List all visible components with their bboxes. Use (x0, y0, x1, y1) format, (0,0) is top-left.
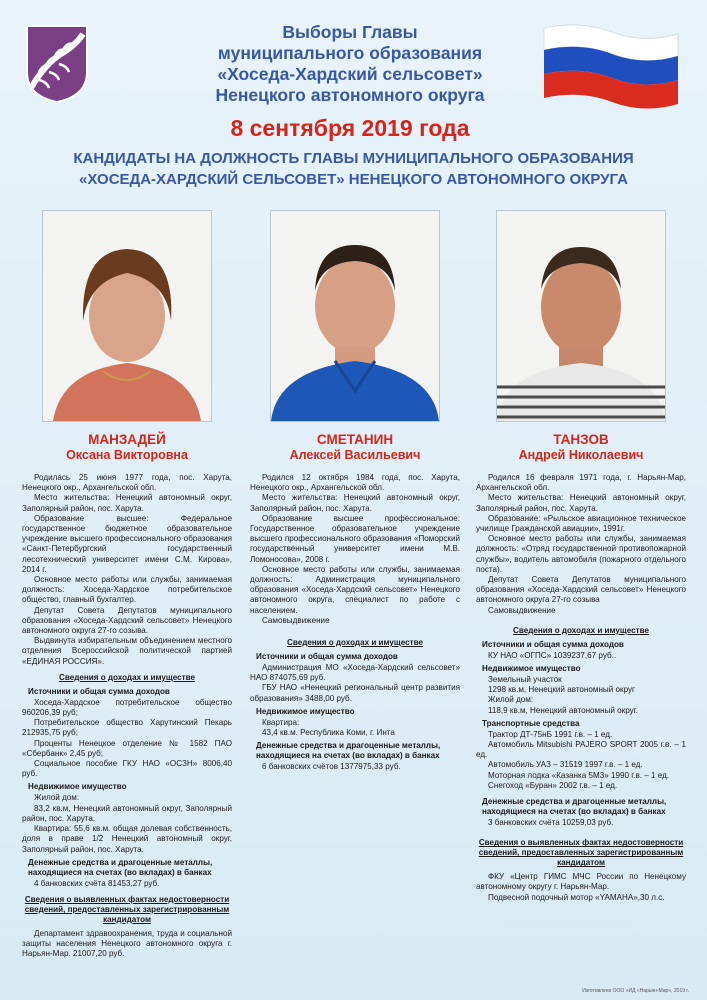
bio-paragraph: Родилась 25 июня 1977 года, пос. Харута, Ненецкого окр., Архангельской обл. (22, 473, 232, 493)
section-heading-facts: Сведения о выявленных фактах недостоверности сведений, предоставленных зарегистрированным кандидатом (478, 838, 684, 868)
candidates-title-line-2: «ХОСЕДА-ХАРДСКИЙ СЕЛЬСОВЕТ» НЕНЕЦКОГО АВТОНОМНОГО ОКРУГА (79, 171, 628, 188)
subheading: Денежные средства и драгоценные металлы, находящиеся на счетах (во вкладах) в банках (256, 741, 441, 761)
facts-item: Департамент здравоохранения, труда и социальной защиты населения Ненецкого автономного округа г. Нарьян-Мар. 21007,20 руб. (22, 928, 232, 959)
bio-paragraph: Основное место работы или службы, занимаемая должность: Хоседа-Хардское потребительское общество, главный бухгалтер. (22, 575, 232, 605)
section-heading-facts: Сведения о выявленных фактах недостоверности сведений, предоставленных зарегистрированным кандидатом (24, 894, 230, 924)
bio-paragraph: Место жительства: Ненецкий автономный округ, Заполярный район, пос. Харута. (476, 493, 686, 513)
subheading: Источники и общая сумма доходов (256, 652, 398, 662)
section-heading-income: Сведения о доходах и имуществе (513, 625, 649, 635)
subheading: Источники и общая сумма доходов (28, 686, 170, 696)
bio-paragraph: Родился 12 октября 1984 года, пос. Харута, Ненецкого окр., Архангельской обл. (250, 473, 460, 493)
property-item: 1298 кв.м, Ненецкий автономный округ (488, 685, 635, 695)
bio-paragraph: Самовыдвижение (488, 605, 556, 615)
candidate-surname: МАНЗАДЕЙ (88, 432, 166, 447)
income-item: Потребительское общество Харутинский Пекарь 212935,75 руб; (22, 718, 232, 738)
bio-paragraph: Выдвинута избирательным объединением местного отделения Всероссийской политической партией «ЕДИНАЯ РОССИЯ». (22, 636, 232, 666)
subheading: Недвижимое имущество (28, 782, 127, 792)
bio-paragraph: Образование высшее: Федеральное государственное бюджетное образовательное учреждение высшего профессионального образования «Санкт-Петербургский государственный лесотехнический университет имени С.М. Кирова», 2014 г. (22, 513, 232, 574)
header-line-4: Ненецкого автономного округа (215, 85, 485, 105)
candidate-photo (270, 210, 440, 422)
header-line-1: Выборы Главы (282, 22, 418, 42)
section-heading-income: Сведения о доходах и имуществе (287, 638, 423, 648)
transport-item: Автомобиль УАЗ – 31519 1997 г.в. – 1 ед. (488, 760, 643, 770)
property-item: 43,4 кв.м. Республика Коми, г. Инта (262, 728, 395, 738)
money-item: 6 банковских счётов 1377975,33 руб. (262, 762, 401, 772)
russian-flag-icon (540, 24, 682, 110)
subheading: Недвижимое имущество (256, 706, 355, 716)
subheading: Недвижимое имущество (482, 664, 581, 674)
income-item: Хоседа-Хардское потребительское общество 960206,39 руб; (22, 697, 232, 718)
income-item: Администрация МО «Хоседа-Хардский сельсовет» НАО 874075,69 руб. (250, 663, 460, 683)
subheading: Транспортные средства (482, 718, 580, 728)
bio-paragraph: Основное место работы или службы, занимаемая должность: Администрация муниципального образования «Хоседа-Хардский сельсовет» Ненецкого автономного округа, специалист по работе с населением. (250, 564, 460, 615)
subheading: Денежные средства и драгоценные металлы, находящиеся на счетах (во вкладах) в банках (28, 857, 213, 877)
transport-item: Трактор ДТ-75нБ 1991 г.в. – 1 ед. (488, 729, 613, 739)
income-item: Проценты Ненецкое отделение № 1582 ПАО «Сбербанк» 2,45 руб; (22, 738, 232, 758)
property-item: Квартира: 55,6 кв.м. общая долевая собственность, доля в праве 1/2 Ненецкий автономный округ, Заполярный район, пос. Харута. (22, 824, 232, 854)
bio-paragraph: Самовыдвижение (262, 615, 330, 625)
bio-paragraph: Депутат Совета Депутатов муниципального образования «Хоседа-Хардский сельсовет» Ненецкого автономного округа 27-го созыва (476, 575, 686, 605)
subheading: Денежные средства и драгоценные металлы, находящиеся на счетах (во вкладах) в банках (482, 797, 667, 817)
bio-paragraph: Родился 16 февраля 1971 года, г. Нарьян-Мар, Архангельской обл. (476, 473, 686, 493)
candidate-photo (496, 210, 666, 422)
bio-paragraph: Образование: «Рыльское авиационное техническое училище Гражданской авиации», 1991г. (476, 513, 686, 534)
candidate-surname: СМЕТАНИН (316, 432, 394, 447)
header-line-2: муниципального образования (217, 43, 483, 63)
facts-item: Подвесной подочный мотор «YAMAHA»,30 л.с. (488, 892, 665, 902)
candidate-column-2 (250, 210, 460, 772)
printer-imprint: Изготовлено ООО «ИД «Нарьян-Мар», 2019 г. (582, 988, 689, 994)
income-item: ГБУ НАО «Ненецкий региональный центр развития образования» 3488,00 руб. (250, 683, 460, 703)
subheading: Источники и общая сумма доходов (482, 639, 624, 649)
facts-item: ФКУ «Центр ГИМС МЧС России по Ненецкому автономному округу г. Нарьян-Мар. (476, 872, 686, 892)
money-item: 3 банковских счёта 10259,03 руб. (488, 818, 614, 828)
section-heading-income: Сведения о доходах и имуществе (59, 672, 195, 682)
bio-paragraph: Депутат Совета Депутатов муниципального образования «Хоседа-Хардский сельсовет» Ненецкого автономного округа 27-го созыва. (22, 605, 232, 636)
candidates-title-line-1: КАНДИДАТЫ НА ДОЛЖНОСТЬ ГЛАВЫ МУНИЦИПАЛЬНОГО ОБРАЗОВАНИЯ (73, 150, 634, 167)
candidate-surname: ТАНЗОВ (553, 432, 609, 447)
transport-item: Снегоход «Буран» 2002 г.в. – 1 ед. (488, 780, 618, 790)
property-item: 83,2 кв.м, Ненецкий автономный округ, Заполярный район, пос. Харута. (22, 803, 232, 823)
election-date: 8 сентября 2019 года (230, 115, 470, 141)
bio-paragraph: Место жительства: Ненецкий автономный округ, Заполярный район, пос. Харута. (22, 493, 232, 513)
transport-item: Автомобиль Mitsubishi PAJERO SPORT 2005 г.в. – 1 ед. (476, 740, 686, 760)
candidate-given-names: Оксана Викторовна (66, 448, 188, 462)
bio-paragraph: Место жительства: Ненецкий автономный округ, Заполярный район, пос. Харута. (250, 493, 460, 513)
property-item: Жилой дом: (34, 793, 80, 803)
property-item: Жилой дом: (488, 695, 534, 705)
income-item: Социальное пособие ГКУ НАО «ОСЗН» 8006,40 руб. (22, 759, 232, 779)
candidate-given-names: Алексей Васильевич (289, 448, 421, 462)
coat-of-arms-emblem (25, 24, 89, 104)
candidate-column-3 (476, 210, 686, 903)
candidate-photo (42, 210, 212, 422)
header-line-3: «Хоседа-Хардский сельсовет» (217, 64, 483, 84)
bio-paragraph: Основное место работы или службы, занимаемая должность: «Отряд государственной противопожарной службы», водитель автомобиля (пожарного отдельного поста). (476, 534, 686, 574)
candidate-given-names: Андрей Николаевич (518, 448, 644, 462)
bio-paragraph: Образование высшее профессиональное: Государственное образовательное учреждение высшего профессионального образования «Поморский государственный университет имени М.В. Ломоносова», 2008 г. (250, 513, 460, 564)
income-item: КУ НАО «ОГПС» 1039237,67 руб.. (488, 650, 617, 660)
property-item: Квартира: (262, 717, 300, 727)
money-item: 4 банковских счёта 81453,27 руб. (34, 878, 160, 888)
property-item: 118,9 кв.м, Ненецкий автономный округ. (488, 705, 638, 715)
candidate-column-1 (22, 210, 232, 960)
property-item: Земельный участок (488, 675, 562, 685)
transport-item: Моторная лодка «Казанка 5М3» 1990 г.в. – 1 ед. (488, 770, 670, 780)
